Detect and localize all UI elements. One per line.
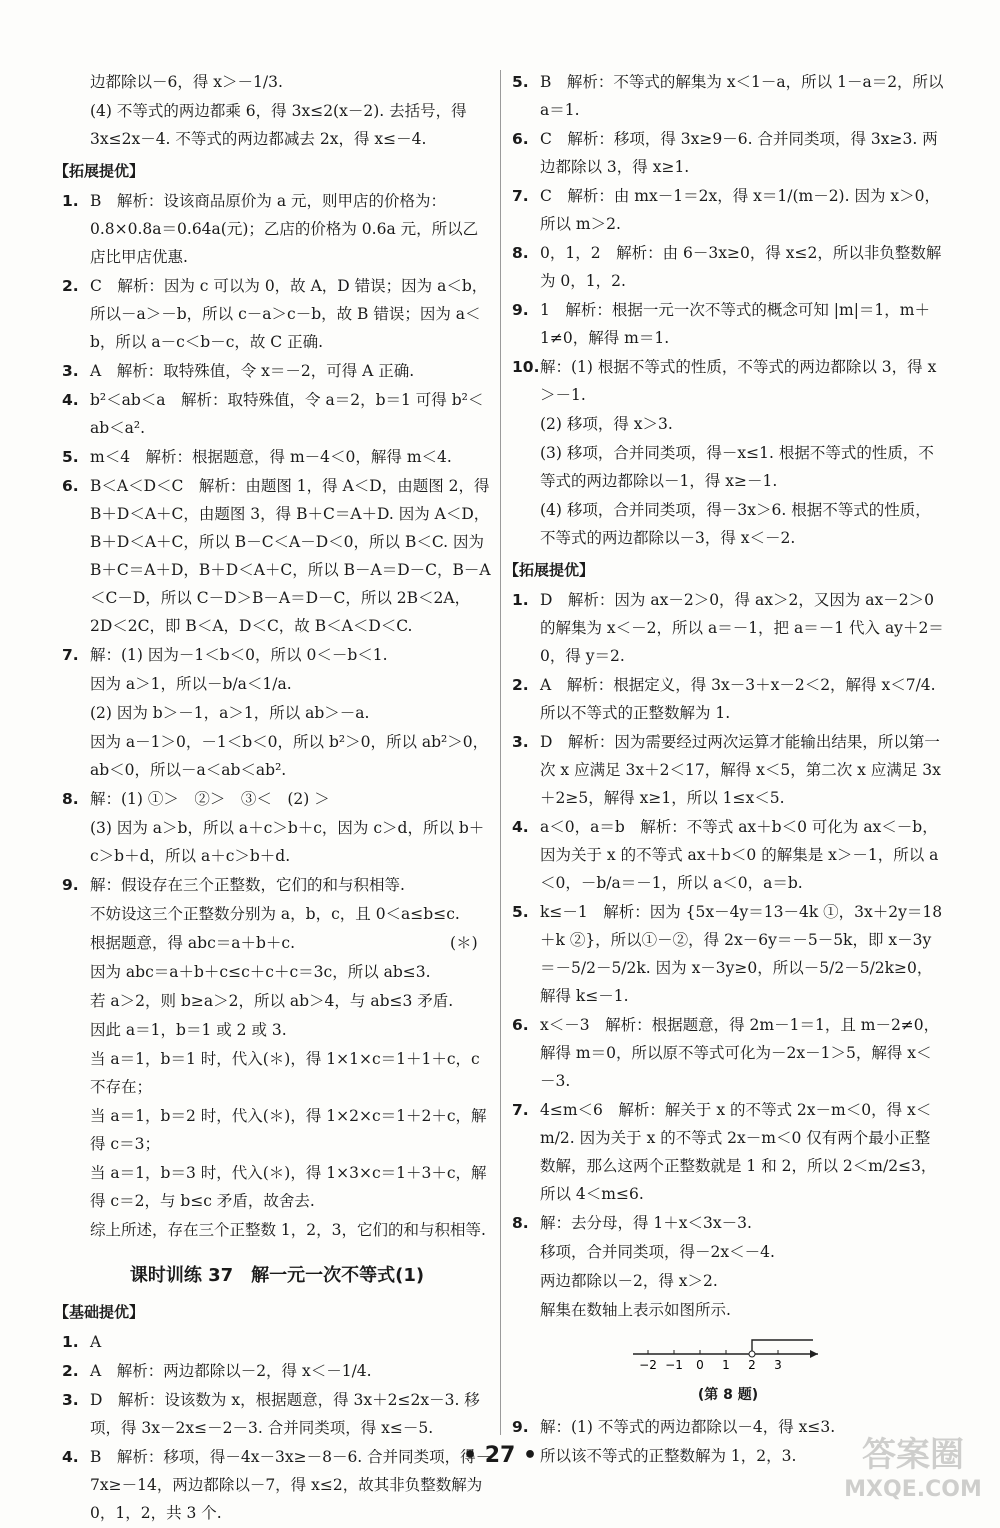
answer-item — [512, 1011, 944, 1095]
item-number: 1. — [62, 192, 79, 210]
answer-item — [62, 272, 492, 356]
page-number: • 27 • — [462, 1443, 538, 1468]
item-text: (2) 因为 b＞－1，a＞1，所以 ab＞－a. — [90, 704, 370, 722]
item-number: 9. — [512, 301, 529, 319]
tick-label: −2 — [639, 1358, 657, 1372]
answer-continuation — [62, 958, 492, 986]
item-text: B 解析：不等式的解集为 x＜1－a，所以 1－a＝2，所以 a＝1. — [540, 73, 944, 119]
section-heading: 【拓展提优】 — [504, 561, 595, 579]
item-text: 综上所述，存在三个正整数 1，2，3，它们的和与积相等. — [90, 1221, 486, 1239]
answer-item — [62, 1328, 492, 1356]
item-text: 不妨设这三个正整数分别为 a，b，c，且 0＜a≤b≤c. — [90, 905, 460, 923]
tick-label: −1 — [665, 1358, 683, 1372]
answer-item — [512, 898, 944, 1010]
item-text: k≤－1 解析：因为 {5x－4y＝13－4k ①，3x＋2y＝18＋k ②}，所以①－②，得 2x－6y＝－5－5k，即 x－3y＝－5/2－5/2k. 因为 x－3y≥0，所以－5/2－5/2k≥0，解得 k≤－1. — [540, 903, 943, 1005]
item-number: 1. — [512, 591, 529, 609]
solution-ray — [752, 1340, 813, 1354]
tick-label: 3 — [774, 1358, 782, 1372]
item-text: C 解析：由 mx－1＝2x，得 x＝1/(m－2). 因为 x＞0，所以 m＞2. — [540, 187, 940, 233]
answer-continuation — [512, 439, 944, 495]
tick-label: 2 — [748, 1358, 756, 1372]
answer-item — [512, 125, 944, 181]
item-text: B＜A＜D＜C 解析：由题图 1，得 A＜D，由题图 2，得 B＋D＜A＋C，由题图 3，得 B＋C＝A＋D. 因为 A＜D，B＋D＜A＋C，所以 B－C＜A－D＜0，所以 B＜C. 因为 B＋C＝A＋D，B＋D＜A＋C，所以 B－A＝D－C，B－A＜C－D，所以 C－D＞B－A＝D－C，所以 2B＜2A，2D＜2C，即 B＜A，D＜C，故 B＜A＜D＜C. — [90, 477, 491, 635]
item-number: 7. — [512, 1101, 529, 1119]
item-text: b²＜ab＜a 解析：取特殊值，令 a＝2，b＝1 可得 b²＜ab＜a². — [90, 391, 484, 437]
column-divider — [500, 70, 501, 1435]
left-column — [54, 68, 492, 1528]
item-text: (2) 移项，得 x＞3. — [540, 415, 673, 433]
answer-item — [62, 871, 492, 899]
tick-label: 1 — [722, 1358, 730, 1372]
item-number: 7. — [62, 646, 79, 664]
answer-item — [512, 586, 944, 670]
answer-item — [512, 1096, 944, 1208]
answer-item — [512, 239, 944, 295]
open-circle — [749, 1351, 755, 1357]
answer-item — [512, 296, 944, 352]
number-line — [628, 1332, 828, 1372]
figure-caption: (第 8 题) — [697, 1387, 759, 1403]
item-text: 因为 a－1＞0，－1＜b＜0，所以 b²＞0，所以 ab²＞0，ab＜0，所以－a＜ab＜ab². — [90, 733, 489, 779]
answer-item — [62, 443, 492, 471]
answer-item — [62, 386, 492, 442]
answer-continuation — [62, 1016, 492, 1044]
item-text: 所以该不等式的正整数解为 1，2，3. — [540, 1447, 797, 1465]
item-text: 解：(1) ①＞ ②＞ ③＜ (2) ＞ — [90, 790, 330, 808]
answer-continuation — [62, 68, 492, 96]
answer-continuation — [62, 1159, 492, 1215]
item-text: 解：假设存在三个正整数，它们的和与积相等. — [90, 876, 405, 894]
item-text: (4) 不等式的两边都乘 6，得 3x≤2(x－2). 去括号，得 3x≤2x－4. 不等式的两边都减去 2x，得 x≤－4. — [90, 102, 467, 148]
item-text: 当 a＝1，b＝2 时，代入(＊)，得 1×2×c＝1＋2＋c，解得 c＝3； — [90, 1107, 487, 1153]
item-number: 3. — [62, 362, 79, 380]
answer-continuation — [512, 410, 944, 438]
answer-item — [62, 785, 492, 813]
item-text: m＜4 解析：根据题意，得 m－4＜0，解得 m＜4. — [90, 448, 452, 466]
answer-item — [62, 1357, 492, 1385]
section-heading: 【基础提优】 — [54, 1303, 145, 1321]
answer-item — [62, 641, 492, 669]
item-text: (3) 因为 a＞b，所以 a＋c＞b＋c，因为 c＞d，所以 b＋c＞b＋d，所以 a＋c＞b＋d. — [90, 819, 485, 865]
watermark-logo — [838, 1424, 988, 1504]
item-number: 8. — [62, 790, 79, 808]
item-number: 6. — [62, 477, 79, 495]
item-text: 当 a＝1，b＝1 时，代入(＊)，得 1×1×c＝1＋1＋c，c 不存在； — [90, 1050, 480, 1096]
watermark-bottom-text: MXQE.COM — [844, 1477, 982, 1502]
item-text: 移项，合并同类项，得－2x＜－4. — [540, 1243, 775, 1261]
answer-continuation — [62, 1216, 492, 1244]
answer-item — [512, 182, 944, 238]
item-text: A 解析：两边都除以－2，得 x＜－1/4. — [90, 1362, 372, 1380]
item-text: 两边都除以－2，得 x＞2. — [540, 1272, 718, 1290]
answer-continuation — [62, 929, 492, 957]
item-text: D 解析：设该数为 x，根据题意，得 3x＋2≤2x－3. 移项，得 3x－2x≤－2－3. 合并同类项，得 x≤－5. — [90, 1391, 480, 1437]
item-number: 9. — [62, 876, 79, 894]
answer-item — [512, 728, 944, 812]
item-number: 8. — [512, 244, 529, 262]
answer-continuation — [512, 496, 944, 552]
item-number: 7. — [512, 187, 529, 205]
answer-continuation — [62, 900, 492, 928]
item-text: (4) 移项，合并同类项，得－3x＞6. 根据不等式的性质，不等式的两边都除以－3，得 x＜－2. — [540, 501, 931, 547]
item-number: 2. — [512, 676, 529, 694]
item-text: 解：(1) 根据不等式的性质，不等式的两边都除以 3，得 x＞－1. — [540, 358, 937, 404]
answer-continuation — [62, 1045, 492, 1101]
answer-item — [62, 357, 492, 385]
item-text: D 解析：因为需要经过两次运算才能输出结果，所以第一次 x 应满足 3x＋2＜17，解得 x＜5，第二次 x 应满足 3x＋2≥5，解得 x≥1，所以 1≤x＜5. — [540, 733, 941, 807]
item-text: A 解析：取特殊值，令 x＝－2，可得 A 正确. — [90, 362, 415, 380]
item-number: 5. — [512, 903, 529, 921]
item-text: A — [90, 1333, 102, 1351]
item-number: 4. — [62, 1448, 79, 1466]
item-text: 根据题意，得 abc＝a＋b＋c. (＊) — [90, 934, 478, 952]
answer-item — [512, 671, 944, 727]
item-text: 解：去分母，得 1＋x＜3x－3. — [540, 1214, 752, 1232]
number-line-figure — [512, 1332, 944, 1409]
answer-continuation — [512, 1238, 944, 1266]
item-number: 8. — [512, 1214, 529, 1232]
item-number: 6. — [512, 130, 529, 148]
item-text: 0，1，2 解析：由 6－3x≥0，得 x≤2，所以非负整数解为 0，1，2. — [540, 244, 942, 290]
answer-continuation — [62, 97, 492, 153]
lesson-title: 课时训练 37 解一元一次不等式(1) — [129, 1265, 425, 1286]
arrow-right-icon — [810, 1350, 818, 1358]
item-number: 3. — [512, 733, 529, 751]
item-text: 解：(1) 因为－1＜b＜0，所以 0＜－b＜1. — [90, 646, 388, 664]
item-text: 当 a＝1，b＝3 时，代入(＊)，得 1×3×c＝1＋3＋c，解得 c＝2，与 b≤c 矛盾，故舍去. — [90, 1164, 487, 1210]
section-heading: 【拓展提优】 — [54, 162, 145, 180]
answer-item — [512, 813, 944, 897]
item-number: 3. — [62, 1391, 79, 1409]
item-text: 解：(1) 不等式的两边都除以－4，得 x≤3. — [540, 1418, 836, 1436]
item-text: 解集在数轴上表示如图所示. — [540, 1301, 731, 1319]
watermark-top-text: 答案圈 — [862, 1435, 964, 1475]
item-text: a＜0，a＝b 解析：不等式 ax＋b＜0 可化为 ax＜－b，因为关于 x 的不等式 ax＋b＜0 的解集是 x＞－1，所以 a＜0，－b/a＝－1，所以 a＜0，a＝b. — [540, 818, 939, 892]
item-text: A 解析：根据定义，得 3x－3＋x－2＜2，解得 x＜7/4. 所以不等式的正整数解为 1. — [540, 676, 936, 722]
item-number: 4. — [62, 391, 79, 409]
item-text: 若 a＞2，则 b≥a＞2，所以 ab＞4，与 ab≤3 矛盾. — [90, 992, 454, 1010]
item-text: 因此 a＝1，b＝1 或 2 或 3. — [90, 1021, 287, 1039]
answer-item — [62, 187, 492, 271]
item-text: B 解析：移项，得－4x－3x≥－8－6. 合并同类项，得－7x≥－14，两边都除以－7，得 x≤2，故其非负整数解为 0，1，2，共 3 个. — [90, 1448, 492, 1522]
answer-continuation — [62, 728, 492, 784]
answer-continuation — [62, 1102, 492, 1158]
item-text: (3) 移项，合并同类项，得－x≤1. 根据不等式的性质，不等式的两边都除以－1，得 x≥－1. — [540, 444, 934, 490]
right-column — [504, 68, 944, 1471]
answer-continuation — [512, 1296, 944, 1324]
item-number: 4. — [512, 818, 529, 836]
answer-item — [512, 1209, 944, 1237]
item-number: 9. — [512, 1418, 529, 1436]
answer-item — [512, 353, 944, 409]
item-number: 2. — [62, 277, 79, 295]
item-text: 1 解析：根据一元一次不等式的概念可知 |m|＝1，m＋1≠0，解得 m＝1. — [540, 301, 930, 347]
item-text: B 解析：设该商品原价为 a 元，则甲店的价格为：0.8×0.8a＝0.64a(元)；乙店的价格为 0.6a 元，所以乙店比甲店优惠. — [90, 192, 479, 266]
item-number: 5. — [62, 448, 79, 466]
answer-continuation — [62, 814, 492, 870]
answer-item — [62, 472, 492, 640]
item-number: 10. — [512, 358, 540, 376]
item-number: 6. — [512, 1016, 529, 1034]
item-text: C 解析：移项，得 3x≥9－6. 合并同类项，得 3x≥3. 两边都除以 3，得 x≥1. — [540, 130, 938, 176]
answer-continuation — [62, 670, 492, 698]
answer-item — [62, 1386, 492, 1442]
answer-item — [512, 68, 944, 124]
item-number: 1. — [62, 1333, 79, 1351]
item-text: 4≤m＜6 解析：解关于 x 的不等式 2x－m＜0，得 x＜m/2. 因为关于 x 的不等式 2x－m＜0 仅有两个最小正整数解，那么这两个正整数就是 1 和 2，所以 2＜m/2≤3，所以 4＜m≤6. — [540, 1101, 937, 1203]
answer-continuation — [62, 987, 492, 1015]
item-text: D 解析：因为 ax－2＞0，得 ax＞2，又因为 ax－2＞0 的解集为 x＜－2，所以 a＝－1，把 a＝－1 代入 ay＋2＝0，得 y＝2. — [540, 591, 944, 665]
answer-continuation — [512, 1267, 944, 1295]
item-text: C 解析：因为 c 可以为 0，故 A，D 错误；因为 a＜b，所以－a＞－b，所以 c－a＞c－b，故 B 错误；因为 a＜b，所以 a－c＜b－c，故 C 正确. — [90, 277, 488, 351]
item-text: x＜－3 解析：根据题意，得 2m－1＝1，且 m－2≠0，解得 m＝0，所以原不等式可化为－2x－1＞5，解得 x＜－3. — [540, 1016, 940, 1090]
item-text: 因为 a＞1，所以－b/a＜1/a. — [90, 675, 292, 693]
answer-continuation — [62, 699, 492, 727]
item-text: 因为 abc＝a＋b＋c≤c＋c＋c＝3c，所以 ab≤3. — [90, 963, 431, 981]
item-text: 边都除以－6，得 x＞－1/3. — [90, 73, 283, 91]
item-number: 2. — [62, 1362, 79, 1380]
tick-label: 0 — [696, 1358, 704, 1372]
item-number: 5. — [512, 73, 529, 91]
